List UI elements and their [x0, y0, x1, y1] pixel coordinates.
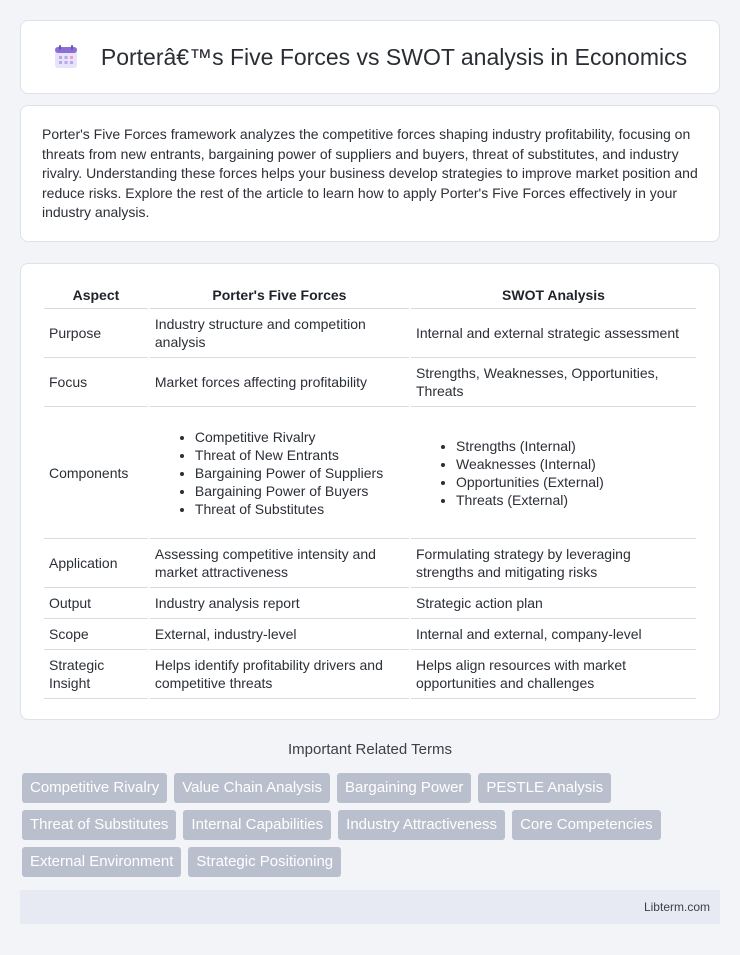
cell-porter: Helps identify profitability drivers and competitive threats: [150, 650, 409, 699]
cell-porter: Industry structure and competition analysis: [150, 309, 409, 358]
cell-swot: Helps align resources with market opportunities and challenges: [411, 650, 696, 699]
term-tag[interactable]: Competitive Rivalry: [22, 773, 167, 803]
term-tag[interactable]: PESTLE Analysis: [478, 773, 611, 803]
cell-swot: Strategic action plan: [411, 588, 696, 619]
table-row: [44, 309, 696, 358]
footer: [20, 890, 720, 924]
term-tag[interactable]: Industry Attractiveness: [338, 810, 505, 840]
list-item: • Bargaining Power of Buyers: [195, 482, 404, 500]
list-item: • Threat of New Entrants: [195, 446, 404, 464]
porter-components-list: [195, 428, 404, 518]
list-item: • Strengths (Internal): [456, 437, 691, 455]
cell-porter: Market forces affecting profitability: [150, 358, 409, 407]
cell-aspect: Application: [44, 539, 148, 588]
list-item: • Competitive Rivalry: [195, 428, 404, 446]
swot-components-list: [456, 437, 691, 509]
footer-site-link[interactable]: Libterm.com: [643, 900, 710, 914]
intro-paragraph: Porter's Five Forces framework analyzes the competitive forces shaping industry profitability, focusing on threats from new entrants, bargaining power of suppliers and buyers, threat of substitutes, and industry rivalry. Understanding these forces helps your business develop strategies to improve market position and reduce risks. Explore the rest of the article to learn how to apply Porter's Five Forces effectively in your industry analysis.: [42, 126, 698, 220]
cell-aspect: Focus: [44, 358, 148, 407]
related-terms-list: [22, 773, 722, 884]
list-item: • Opportunities (External): [456, 473, 691, 491]
term-tag[interactable]: Strategic Positioning: [188, 847, 341, 877]
title-card: [20, 20, 720, 94]
page-title: Porterâ€™s Five Forces vs SWOT analysis in Economics: [100, 43, 688, 70]
cell-aspect: Scope: [44, 619, 148, 650]
cell-swot: Internal and external, company-level: [411, 619, 696, 650]
header-porter: Porter's Five Forces: [150, 282, 409, 309]
cell-swot: Strengths, Weaknesses, Opportunities, Threats: [411, 358, 696, 407]
cell-aspect: Output: [44, 588, 148, 619]
comparison-table: [42, 282, 698, 699]
table-row: [44, 588, 696, 619]
calendar-icon: [53, 44, 79, 70]
intro-card: [20, 105, 720, 242]
table-row: [44, 358, 696, 407]
header-aspect: Aspect: [44, 282, 148, 309]
table-row: [44, 539, 696, 588]
cell-porter: Industry analysis report: [150, 588, 409, 619]
cell-aspect: Strategic Insight: [44, 650, 148, 699]
term-tag[interactable]: Value Chain Analysis: [174, 773, 330, 803]
list-item: • Weaknesses (Internal): [456, 455, 691, 473]
cell-swot: Formulating strategy by leveraging strengths and mitigating risks: [411, 539, 696, 588]
term-tag[interactable]: Internal Capabilities: [183, 810, 331, 840]
comparison-card: [20, 263, 720, 720]
list-item: • Threats (External): [456, 491, 691, 509]
table-header-row: [44, 282, 696, 309]
term-tag[interactable]: Bargaining Power: [337, 773, 471, 803]
cell-aspect: Purpose: [44, 309, 148, 358]
cell-swot: Internal and external strategic assessment: [411, 309, 696, 358]
cell-aspect: Components: [44, 407, 148, 539]
list-item: • Threat of Substitutes: [195, 500, 404, 518]
table-row: [44, 650, 696, 699]
table-row: [44, 407, 696, 539]
list-item: • Bargaining Power of Suppliers: [195, 464, 404, 482]
term-tag[interactable]: External Environment: [22, 847, 181, 877]
related-terms-title: Important Related Terms: [288, 741, 452, 758]
cell-swot: [411, 407, 696, 539]
header-swot: SWOT Analysis: [411, 282, 696, 309]
term-tag[interactable]: Threat of Substitutes: [22, 810, 176, 840]
cell-porter: Assessing competitive intensity and market attractiveness: [150, 539, 409, 588]
term-tag[interactable]: Core Competencies: [512, 810, 661, 840]
cell-porter: [150, 407, 409, 539]
cell-porter: External, industry-level: [150, 619, 409, 650]
table-row: [44, 619, 696, 650]
